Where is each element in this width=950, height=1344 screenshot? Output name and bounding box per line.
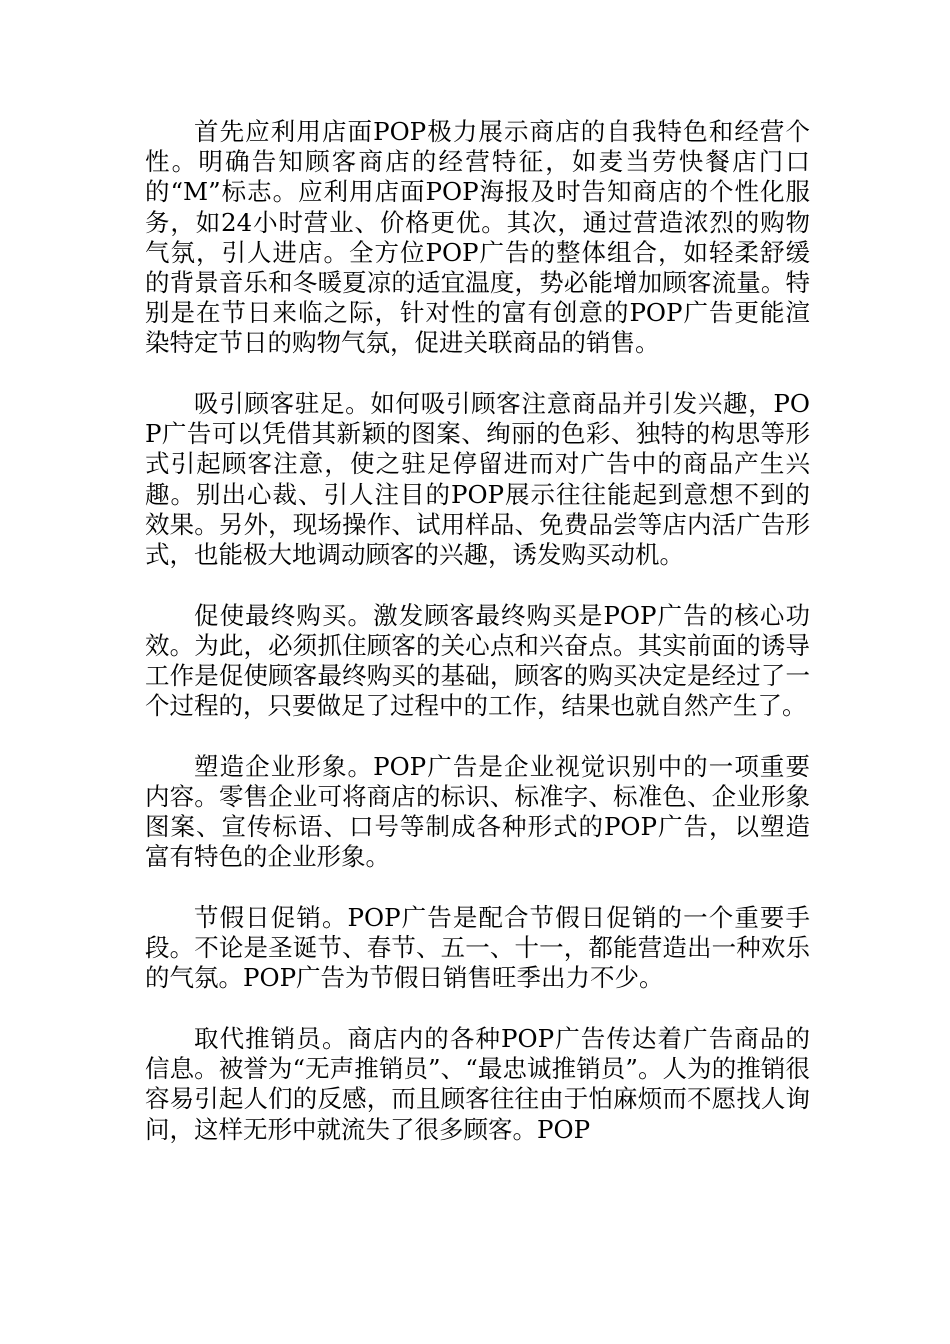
paragraph-attract-customers: 吸引顾客驻足。如何吸引顾客注意商品并引发兴趣，POP广告可以凭借其新颖的图案、绚丽的色彩、独特的构思等形式引起顾客注意，使之驻足停留进而对广告中的商品产生兴趣。别出心裁、引人注目的POP展示往往能起到意想不到的效果。另外，现场操作、试用样品、免费品尝等店内活广告形式，也能极大地调动顾客的兴趣，诱发购买动机。: [145, 389, 810, 570]
paragraph-shop-characteristics: 首先应利用店面POP极力展示商店的自我特色和经营个性。明确告知顾客商店的经营特征，如麦当劳快餐店门口的“M”标志。应利用店面POP海报及时告知商店的个性化服务，如24小时营业、价格更优。其次，通过营造浓烈的购物气氛，引人进店。全方位POP广告的整体组合，如轻柔舒缓的背景音乐和冬暖夏凉的适宜温度，势必能增加顾客流量。特别是在节日来临之际，针对性的富有创意的POP广告更能渲染特定节日的购物气氛，促进关联商品的销售。: [145, 117, 810, 358]
paragraph-holiday-promotion: 节假日促销。POP广告是配合节假日促销的一个重要手段。不论是圣诞节、春节、五一、十一，都能营造出一种欢乐的气氛。POP广告为节假日销售旺季出力不少。: [145, 903, 810, 993]
paragraph-final-purchase: 促使最终购买。激发顾客最终购买是POP广告的核心功效。为此，必须抓住顾客的关心点和兴奋点。其实前面的诱导工作是促使顾客最终购买的基础，顾客的购买决定是经过了一个过程的，只要做足了过程中的工作，结果也就自然产生了。: [145, 600, 810, 721]
document-body: [145, 117, 810, 1175]
paragraph-replace-salesperson: 取代推销员。商店内的各种POP广告传达着广告商品的信息。被誉为“无声推销员”、“最忠诚推销员”。人为的推销很容易引起人们的反感，而且顾客往往由于怕麻烦而不愿找人询问，这样无形中就流失了很多顾客。POP: [145, 1024, 810, 1144]
paragraph-corporate-image: 塑造企业形象。POP广告是企业视觉识别中的一项重要内容。零售企业可将商店的标识、标准字、标准色、企业形象图案、宣传标语、口号等制成各种形式的POP广告，以塑造富有特色的企业形象。: [145, 751, 810, 872]
